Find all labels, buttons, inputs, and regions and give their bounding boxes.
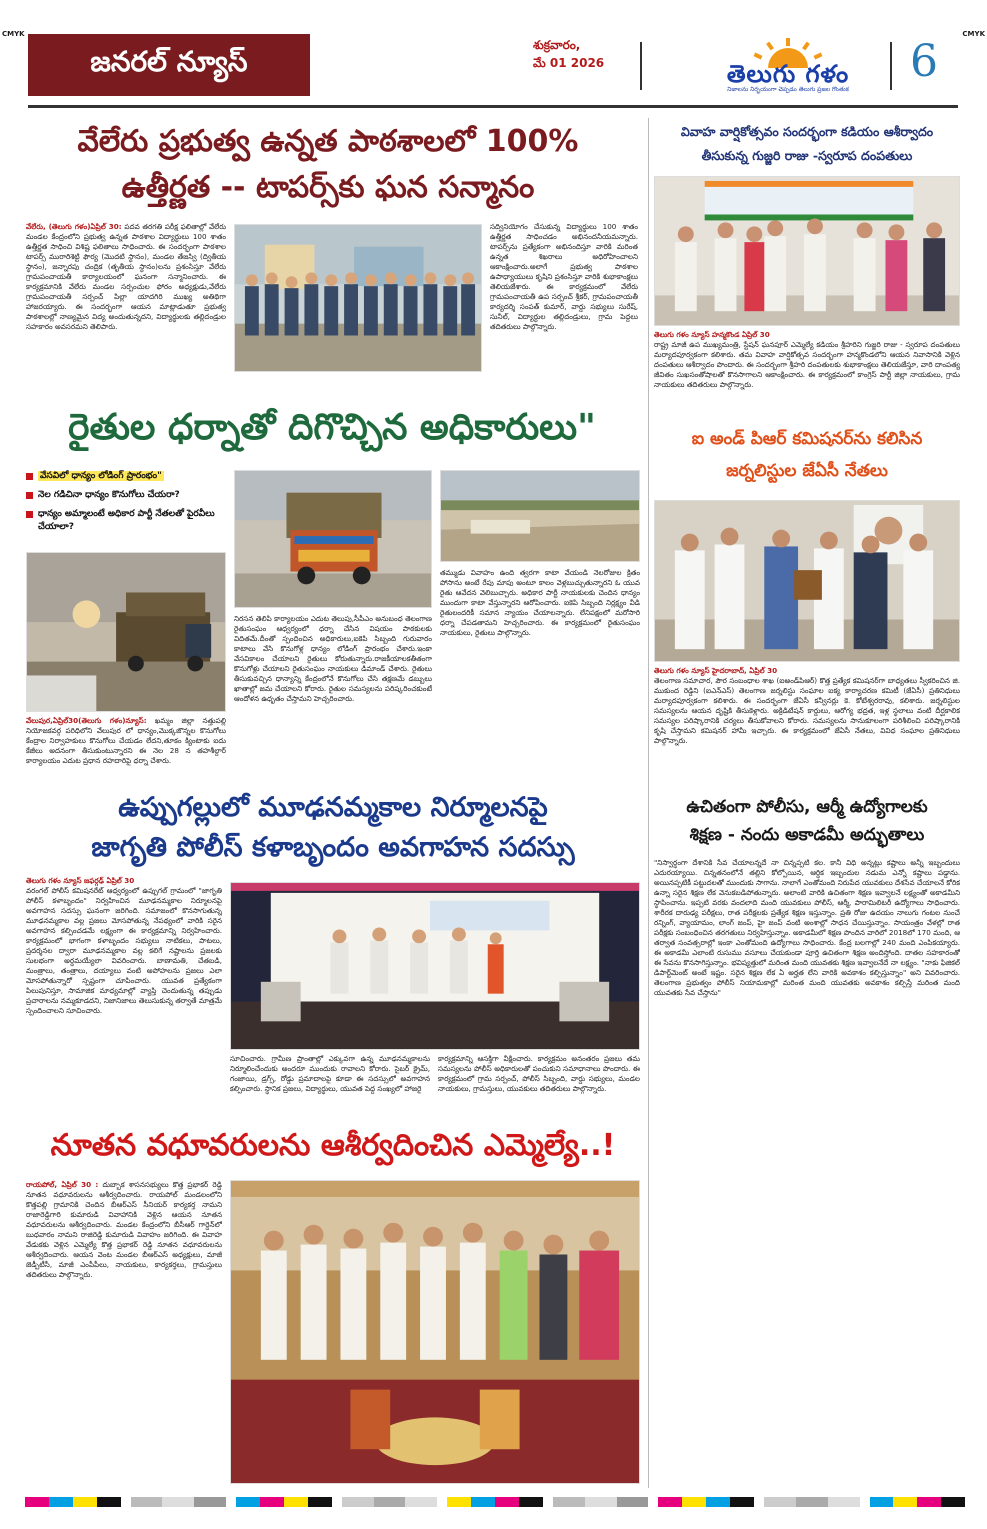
- journalists-photo: [654, 500, 960, 662]
- coaching-headline-2: శిక్షణ - నందు అకాడమీ అద్భుతాలు: [689, 825, 925, 845]
- police-body-1-text: వరంగల్ పోలీస్ కమిషనరేట్ ఆధ్వర్యంలో ఉప్పుగల్ గ్రామంలో "జాగృతి పోలీస్ కళాబృందం" నిర్వహించిన మూఢనమ్మకాల నిర్మూలనపై అవగాహన సదస్సు ఘనంగా జరిగింది. సమాజంలో కొనసాగుతున్న మూఢనమ్మకాల వల్ల ప్రజలు మోసపోతున్న నేపథ్యంలో వారికి సరైన అవగాహన కల్పించడమే లక్ష్యంగా ఈ కార్యక్రమాన్ని నిర్వహించారు. కార్యక్రమంలో భాగంగా కళాబృందం సభ్యులు నాటికలు, పాటలు, ప్రదర్శనల ద్వారా మూఢనమ్మకాల వల్ల కలిగే నష్టాలను ప్రజలకు సులభంగా అర్థమయ్యేలా వివరించారు. బాణామతి, చేతబడి, మంత్రాలు, తంత్రాలు, దయ్యాలు వంటి అపోహలను ప్రజలు ఎలా మోసపోతున్నారో స్పష్టంగా చూపించారు. యువత ప్రత్యేకంగా పిలుపునిస్తూ, సామాజిక మాధ్యమాల్లో వ్యాప్తి చెందుతున్న తప్పుడు ప్రచారాలను నమ్మకూడదని, నిజానిజాలు తెలుసుకున్న తర్వాతే మాత్రమే స్పందించాలని సూచించారు.: [26, 886, 222, 1015]
- school-body-left-text: పదవ తరగతి పరీక్ష ఫలితాల్లో వేలేరు మండల కేంద్రంలోని ప్రభుత్వ ఉన్నత పాఠశాల విద్యార్థులు 100 శాతం ఉత్తీర్ణత సాధించి విశిష్ట ఫలితాలు సాధించారు. ఈ సందర్భంగా పాఠశాల టాపర్స్ మురారిశెట్టి ఫౌర్య (మొదటి స్థానం), మండల తేజస్వి (ద్వితీయ స్థానం), జన్నారపు చంద్రిక (తృతీయ స్థానం)లను ప్రశంసిస్తూ వేలేరు గ్రామపంచాయతీ కార్యాలయంలో ఘనంగా సన్మానించారు. ఈ కార్యక్రమానికి వేలేరు మండల సర్పంచుల ఫోరం అధ్యక్షుడు,వేలేరు గ్రామపంచాయతీ సర్పంచ్ పిల్లా యాదగిరి ముఖ్య అతిథిగా హాజరయ్యారు. ఈ సందర్భంగా ఆయన మాట్లాడుతూ ప్రభుత్వ పాఠశాలల్లో నాణ్యమైన విద్య అందుతున్నదని, విద్యార్థులకు తల్లిదండ్రుల సహకారం అవసరమని తెలిపారు.: [26, 222, 226, 331]
- police-body-3: కార్యక్రమాన్ని ఆసక్తిగా వీక్షించారు. కార్యక్రమం అనంతరం ప్రజలు తమ సమస్యలను పోలీస్ అధికారులతో పంచుకుని సమాధానాలు పొందారు. ఈ కార్యక్రమంలో గ్రామ సర్పంచ్, పోలీస్ సిబ్బంది, వార్డు సభ్యులు, మండల నాయకులు, గ్రామస్తులు, యువకులు తదితరులు పాల్గొన్నారు.: [438, 1054, 640, 1093]
- journalists-dateline: తెలుగు గళం న్యూస్ హైదరాబాద్, ఏప్రిల్ 30: [654, 666, 778, 675]
- registration-mark-right: CMYK: [962, 30, 985, 38]
- issue-date-value: మే 01 2026: [533, 56, 605, 70]
- farmers-dateline: వేలుపుర,ఏప్రిల్30(తెలుగు గళం)న్యూస్:: [26, 716, 147, 725]
- wedding-body-text: దుబ్బాక శాసనసభ్యులు కొత్త ప్రభాకర్ రెడ్డి నూతన వధూవరులను ఆశీర్వదించారు. రాయపోల్ మండలంలోని కొత్తపల్లి గ్రామానికి చెందిన బీఆర్ఎస్ సీనియర్ కార్యకర్త నామని రాజారెడ్డిగారి కుమారుడి వివాహానికి వెళ్లిన ఆయన నూతన వధూవరులను ఆశీర్వదించారు. మండల కేంద్రంలోని బీసీఆర్ గార్డెన్‌లో బుధవారం నామని రాజిరెడ్డి కుమారుడి వివాహం జరిగింది. ఈ వివాహ వేడుకకు వెళ్లిన ఎమ్మెల్యే కొత్త ప్రభాకర్ రెడ్డి నూతన వధూవరులను ఆశీర్వదించారు. ఆయన వెంట మండల బీఆర్ఎస్ అధ్యక్షులు, మాజీ జెడ్పీటీసీ, మాజీ ఎంపీపీలు, నాయకులు, కార్యకర్తలు, గ్రామస్తులు తదితరులు పాల్గొన్నారు.: [26, 1180, 222, 1279]
- issue-date: [533, 36, 604, 72]
- bullet-square-icon: [26, 473, 33, 480]
- police-headline-2: జాగృతి పోలీస్ కళాబృందం అవగాహన సదస్సు: [91, 832, 575, 863]
- farmers-bullet: నెల గడిచినా ధాన్యం కొనుగోలు చేయరా?: [26, 489, 226, 502]
- police-body-1: [26, 876, 222, 1044]
- anniversary-headline-2: తీసుకున్న గుజ్జరి రాజు -స్వరూప దంపతులు: [701, 148, 913, 163]
- farmers-bullet: ధాన్యం అమ్మాలంటే అధికార పార్టీ నేతలతో పైరవీలు చేయాలా?: [26, 508, 226, 534]
- masthead: [28, 34, 958, 108]
- journalists-headline-1: ఐ అండ్ పిఆర్ కమిషనర్‌ను కలిసిన: [691, 429, 923, 449]
- farmers-bullet: వేసవిలో ధాన్యం లోడింగ్ ప్రారంభం": [26, 470, 226, 483]
- anniversary-dateline: తెలుగు గళం న్యూస్ హన్మకొండ ఏప్రిల్ 30: [654, 330, 770, 339]
- school-photo: [234, 224, 482, 372]
- registration-mark-left: CMYK: [2, 30, 25, 38]
- anniversary-body: [654, 330, 960, 418]
- farmers-bullet-list: [26, 470, 226, 540]
- anniversary-headline-1: వివాహ వార్షికోత్సవం సందర్భంగా కడియం ఆశీర్వాదం: [680, 124, 934, 139]
- wedding-dateline: రాయపోల్, ఏప్రిల్ 30 :: [26, 1180, 99, 1189]
- farmers-body-1-text: ఖమ్మం జిల్లా నత్తుపల్లి నియోజకవర్గ పరిధిలోని వేలుపుర లో ధాన్యం,మొక్కజొన్నల కొనుగోలు కేంద్రాల నిర్వాహకులు కొనుగోలు చేయడం లేదని,తూకం క్యింటాకు ఐదు కేజీలు అదనంగా తీసుకుంటున్నారని ఈ నెల 28 న తహశీల్దార్ కార్యాలయం ఎదుట ప్రధాన రహదారిపై ధర్నా చేశారు.: [26, 716, 226, 765]
- paper-tagline: నిజాలను నిర్భయంగా చెప్పడం తెలుగు ప్రజల గొంతుక: [727, 86, 849, 93]
- police-dateline: తెలుగు గళం న్యూస్ జఫర్గఢ్ ఏప్రిల్ 30: [26, 876, 135, 885]
- farmers-body-1: [26, 716, 226, 782]
- page-number: 6: [910, 36, 938, 87]
- police-headline-1: ఉప్పుగల్లులో మూఢనమ్మకాల నిర్మూలనపై: [118, 792, 548, 823]
- farmers-truck-photo-left: [26, 552, 226, 712]
- journalists-body: [654, 666, 960, 784]
- issue-day: శుక్రవారం,: [533, 38, 581, 52]
- school-headline-2: ఉత్తీర్ణత -- టాపర్స్‌కు ఘన సన్మానం: [121, 170, 535, 205]
- paper-name: తెలుగు గళం: [726, 60, 850, 88]
- farmers-truck-photo-center: [234, 470, 432, 608]
- farmers-field-photo: [440, 470, 640, 562]
- coaching-body: "నిస్వార్థంగా దేశానికి సేవ చేయాలన్నదే నా చిన్నప్పటి కల. కానీ విధి అన్నట్లు కష్టాలు అన్నీ ఇబ్బందులు ఎదురయ్యాయి. చిన్నతనంలోనే తల్లిని కోల్పోయిన, ఆర్థిక ఇబ్బందుల నడుమ ఎన్నో కష్టాలు పడ్డాను. అయినప్పటికీ పట్టుదలతో ముందుకు సాగాను. నాలాగే ఎంతోమంది నిరుపేద యువకులు దేశసేవ చేయాలనే కోరిక ఉన్నా సరైన శిక్షణ లేక వెనుకబడిపోతున్నారు. అలాంటి వారికి ఉచితంగా శిక్షణ ఇవ్వాలనే లక్ష్యంతో అకాడమీని స్థాపించాను. ఇప్పటి వరకు వందలాది మంది యువకులు పోలీస్, ఆర్మీ, పారామిలిటరీ ఉద్యోగాలు సాధించారు. శారీరక దారుఢ్య పరీక్షలు, రాత పరీక్షలకు ప్రత్యేక శిక్షణ ఇస్తున్నాం. ప్రతి రోజు ఉదయం నాలుగు గంటల నుంచే రన్నింగ్, వ్యాయామం, లాంగ్ జంప్, హై జంప్ వంటి అంశాల్లో సాధన చేయిస్తున్నాం. సాయంత్రం వేళల్లో రాత పరీక్షకు సంబంధించిన తరగతులు నిర్వహిస్తున్నాం. అకాడమీలో శిక్షణ పొందిన వారిలో 2018లో 170 మంది, ఆ తర్వాత సంవత్సరాల్లో ఇంకా ఎంతోమంది ఉద్యోగాలు సాధించారు. కేంద్ర బలగాల్లో 240 మంది ఎంపికయ్యారు. ఈ అకాడమీ ఎలాంటి రుసుము వసూలు చేయకుండా పూర్తి ఉచితంగా శిక్షణ అందిస్తోంది. దాతల సహకారంతో ఈ సేవను కొనసాగిస్తున్నాం. భవిష్యత్తులో మరింత మంది యువతకు శిక్షణ ఇవ్వాలనేదే నా లక్ష్యం. "నాకు ఫిజికల్ డిపార్ట్‌మెంట్ అంటే ఇష్టం. సరైన శిక్షణ లేక ఏ అర్హత లేని వారికి అవకాశం కల్పిస్తున్నాం" అని వివరించారు. తెలంగాణ ప్రభుత్వం పోలీస్ నియామకాల్లో మరింత మంది యువతకు అవకాశం కల్పిస్తే మరింత మంది యువతకు సేవ చేస్తాను": [654, 858, 960, 997]
- coaching-headline-1: ఉచితంగా పోలీసు, ఆర్మీ ఉద్యోగాలకు: [686, 797, 928, 817]
- wedding-photo: [230, 1180, 640, 1484]
- masthead-divider-right: [890, 42, 892, 90]
- school-body-right: సద్వినియోగం చేసుకున్న విద్యార్థులు 100 శాతం ఉత్తీర్ణత సాధించడం అభినందనీయమన్నారు. టాపర్స్‌ను ప్రత్యేకంగా అభినందిస్తూ వారికి మరింత ఉన్నత శిఖరాలు అధిరోహించాలని ఆకాంక్షించారు.అలాగే ప్రభుత్వ పాఠశాల ఉపాధ్యాయులు కృషిని ప్రశంసిస్తూ వారికి శుభాకాంక్షలు తెలియజేశారు. ఈ కార్యక్రమంలో వేలేరు గ్రామపంచాయతీ ఉప సర్పంచ్ శ్రీకర్, గ్రామపంచాయతీ కార్యదర్శి సంపత్ కుమార్, వార్డు సభ్యులు సురేష్, సునీల్, విద్యార్థుల తల్లిదండ్రులు, గ్రామ పెద్దలు తదితరులు పాల్గొన్నారు.: [490, 222, 638, 331]
- bullet-square-icon: [26, 511, 33, 518]
- paper-logo: [688, 38, 888, 94]
- anniversary-body-text: రాష్ట్ర మాజీ ఉప ముఖ్యమంత్రి, స్టేషన్ ఘనపూర్ ఎమ్మెల్యే కడియం శ్రీహరిని గుజ్జరి రాజు - స్వరూప దంపతులు మర్యాదపూర్వకంగా కలిశారు. తమ వివాహ వార్షికోత్సవ సందర్భంగా హన్మకొండలోని ఆయన నివాసానికి వెళ్లిన దంపతులు ఆశీర్వాదం పొందారు. ఈ సందర్భంగా శ్రీహరి దంపతులకు శుభాకాంక్షలు తెలియజేస్తూ, వారి దాంపత్య జీవితం సుఖసంతోషాలతో కొనసాగాలని ఆకాంక్షించారు. ఈ కార్యక్రమంలో కాంగ్రెస్ పార్టీ జిల్లా నాయకులు, గ్రామ నాయకులు తదితరులు పాల్గొన్నారు.: [654, 340, 960, 389]
- wedding-body: [26, 1180, 222, 1480]
- police-stage-photo: [230, 882, 640, 1050]
- farmers-body-2: నిరసన తెలిపి కార్యాలయం ఎదుట తెలుపు,సీపీఎం అనుబంధ తెలంగాణ రైతుసంఘం ఆధ్వర్యంలో ధర్నా చేసిన విషయం పాఠకులకు విదితమే.దీంతో స్పందించిన అధికారులు,ఐకెపి సిబ్బంది గురువారం కాటాలు వేసి కొనుగోళ్ల ధాన్యం లోడింగ్ ప్రారంభం చేశారు.ఇంకా వేసవికాలం చేయాలని రైతులు కోరుతున్నారు.రాజకీయాలకతీతంగా కొనుగోళ్లు చేయాలని రైతుసంఘం నాయకులు డిమాండ్ చేశారు. రైతులు తీసుకువచ్చిన ధాన్యాన్ని కేంద్రంలోనే కొనుగోలు చేసి తక్షణమే డబ్బులు ఖాతాల్లో జమ చేయాలని కోరారు. రైతుల సమస్యలను పరిష్కరించకుంటే ఆందోళన ఉధృతం చేస్తామని హెచ్చరించారు.: [234, 614, 432, 703]
- journalists-body-text: తెలంగాణ సమాచార, పౌర సంబంధాల శాఖ (ఐఅండ్‌పిఆర్) కొత్త ప్రత్యేక కమిషనర్‌గా బాధ్యతలు స్వీకరించిన జి. ముకుంద రెడ్డిని (ఐఎన్‌ఎస్) తెలంగాణ జర్నలిస్టు సంఘాల ఐక్య కార్యాచరణ కమిటీ (జేఏసీ) ప్రతినిధులు మర్యాదపూర్వకంగా కలిశారు. ఈ సందర్భంగా జేఏసీ కన్వీనర్లు కె. కోటేశ్వరరావు, కలిశారు. జర్నలిస్టుల సమస్యలను ఆయన దృష్టికి తీసుకెళ్లారు. అక్రిడిటేషన్ కార్డులు, ఆరోగ్య భద్రత, ఇళ్ల స్థలాలు వంటి దీర్ఘకాలిక సమస్యల పరిష్కారానికి చర్యలు తీసుకోవాలని కోరారు. సమస్యలను సానుకూలంగా పరిశీలించి పరిష్కారానికి కృషి చేస్తామని కమిషనర్ హామీ ఇచ్చారు. ఈ కార్యక్రమంలో జేఏసీ నేతలు, వివిధ సంఘాల ప్రతినిధులు పాల్గొన్నారు.: [654, 676, 960, 745]
- school-headline-1: వేలేరు ప్రభుత్వ ఉన్నత పాఠశాలలో 100%: [77, 124, 579, 159]
- anniversary-photo: [654, 176, 960, 326]
- column-divider: [648, 118, 649, 1488]
- color-registration-bar: [25, 1497, 965, 1507]
- journalists-headline-2: జర్నలిస్టుల జేఏసీ నేతలు: [726, 461, 888, 481]
- farmers-body-3: తమ్ముడు వివాహం ఉంది త్వరగా కాటా వేయండి నెలరోజుల క్రితం పోసాను అంటే రేపు మాపు అంటూ కాలం వెళ్లబుచ్చుతున్నారని ఓ యువ రైతు ఆవేదన వెలిబుచ్చారు. అధికార పార్టీ నాయకులకు చెందిన ధాన్యం ముందుగా కాటా వేస్తున్నారని ఆరోపించారు. ఐకెపి సిబ్బంది నిర్లక్ష్యం వీడి రైతులందరికీ సమాన న్యాయం చేయాలన్నారు. లేనిపక్షంలో మరోసారి ధర్నా చేపడతామని హెచ్చరించారు. ఈ కార్యక్రమంలో రైతుసంఘం నాయకులు, రైతులు పాల్గొన్నారు.: [440, 568, 640, 637]
- school-dateline: వేలేరు, (తెలుగు గళం)ఏప్రిల్ 30:: [26, 222, 122, 231]
- farmers-headline: రైతుల ధర్నాతో దిగొచ్చిన అధికారులు": [68, 407, 596, 448]
- section-label: జనరల్ న్యూస్: [28, 34, 310, 96]
- school-body-left: [26, 222, 226, 392]
- wedding-headline: నూతన వధూవరులను ఆశీర్వదించిన ఎమ్మెల్యే..!: [50, 1128, 616, 1163]
- masthead-divider: [640, 42, 642, 90]
- bullet-square-icon: [26, 492, 33, 499]
- police-body-2: సూచించారు. గ్రామీణ ప్రాంతాల్లో ఎక్కువగా ఉన్న మూఢనమ్మకాలను నిర్మూలించేందుకు అందరూ ముందుకు రావాలని కోరారు. సైబర్ క్రైమ్, గంజాయి, డ్రగ్స్, రోడ్డు ప్రమాదాలపై కూడా ఈ సదస్సులో అవగాహన కల్పించారు. స్థానిక ప్రజలు, విద్యార్థులు, యువత పెద్ద సంఖ్యలో హాజరై: [230, 1054, 430, 1093]
